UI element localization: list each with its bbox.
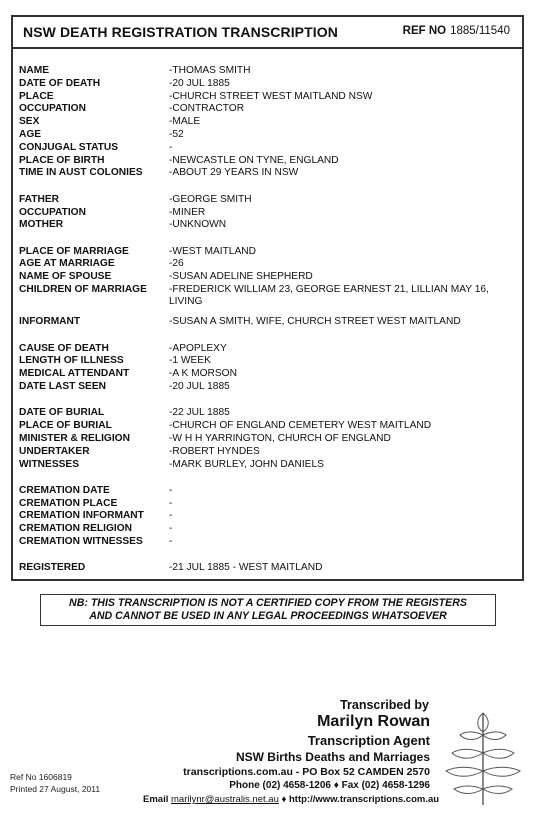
field-value: - [169, 497, 173, 509]
field-label: NAME OF SPOUSE [19, 271, 112, 283]
field-label: DATE OF BURIAL [19, 407, 105, 419]
field-value: -26 [169, 258, 184, 270]
field-value: - [169, 484, 173, 496]
field-value: -NEWCASTLE ON TYNE, ENGLAND [169, 154, 339, 166]
header [13, 17, 522, 49]
field-label: PLACE OF MARRIAGE [19, 245, 129, 257]
field-value: -CHURCH STREET WEST MAITLAND NSW [169, 90, 373, 102]
field-label: CHILDREN OF MARRIAGE [19, 284, 147, 295]
leaf-branch-icon [438, 705, 528, 807]
field-value: -SUSAN A SMITH, WIFE, CHURCH STREET WEST MAITLAND [169, 316, 461, 328]
field-value: - [169, 510, 173, 522]
field-label: CONJUGAL STATUS [19, 141, 119, 153]
field-label: TIME IN AUST COLONIES [19, 167, 143, 179]
field-label: REGISTERED [19, 562, 86, 574]
field-value-continued: LIVING [169, 296, 203, 307]
agent-organisation: NSW Births Deaths and Marriages [235, 750, 430, 764]
field-value: -CONTRACTOR [169, 103, 245, 115]
field-value: -UNKNOWN [169, 219, 227, 231]
field-label: AGE [19, 129, 42, 140]
field-label: LENGTH OF ILLNESS [19, 355, 124, 367]
website-link[interactable]: ♦ http://www.transcriptions.com.au [281, 794, 440, 805]
agent-phone: Phone (02) 4658-1206 ♦ Fax (02) 4658-1296 [229, 780, 430, 791]
field-label: INFORMANT [19, 316, 81, 328]
field-label: PLACE [19, 90, 54, 102]
field-value: -22 JUL 1885 [169, 407, 230, 419]
field-label: CREMATION PLACE [19, 497, 118, 509]
field-label: DATE OF DEATH [19, 77, 101, 89]
agent-address: transcriptions.com.au - PO Box 52 CAMDEN 2570 [183, 766, 430, 778]
field-value: -20 JUL 1885 [169, 381, 230, 392]
contact-line [143, 794, 439, 805]
field-label: AGE AT MARRIAGE [19, 258, 115, 270]
transcribed-by: Transcribed by [340, 698, 429, 712]
field-value: -APOPLEXY [169, 342, 227, 354]
field-label: SEX [19, 116, 40, 128]
field-label: FATHER [19, 193, 59, 205]
field-value: -ROBERT HYNDES [169, 445, 260, 457]
disclaimer-line-1: NB: THIS TRANSCRIPTION IS NOT A CERTIFIED COPY FROM THE REGISTERS [69, 597, 467, 609]
field-value: -SUSAN ADELINE SHEPHERD [169, 271, 313, 283]
field-value: -MARK BURLEY, JOHN DANIELS [169, 458, 324, 470]
ref-value: 1885/11540 [450, 25, 510, 37]
agent-name: Marilyn Rowan [317, 713, 430, 730]
disclaimer-line-2: AND CANNOT BE USED IN ANY LEGAL PROCEEDINGS WHATSOEVER [89, 610, 447, 622]
field-value: -1 WEEK [169, 355, 211, 367]
field-value: -20 JUL 1885 [169, 77, 230, 89]
field-label: UNDERTAKER [19, 445, 90, 457]
field-value: -CHURCH OF ENGLAND CEMETERY WEST MAITLAND [169, 420, 432, 432]
agent-role: Transcription Agent [307, 733, 430, 748]
field-value: - [169, 523, 173, 535]
field-label: OCCUPATION [19, 206, 86, 218]
field-label: CREMATION INFORMANT [19, 510, 144, 522]
field-label: MEDICAL ATTENDANT [19, 368, 130, 380]
field-value: -ABOUT 29 YEARS IN NSW [169, 167, 299, 179]
field-label: CAUSE OF DEATH [19, 342, 109, 354]
field-value: -MALE [169, 116, 201, 128]
field-label: CREMATION DATE [19, 484, 110, 496]
field-label: PLACE OF BIRTH [19, 154, 105, 166]
disclaimer-notice [40, 594, 496, 626]
ref-label: REF NO [402, 25, 447, 37]
field-label: PLACE OF BURIAL [19, 420, 112, 432]
field-label: CREMATION WITNESSES [19, 536, 143, 547]
field-value: -THOMAS SMITH [169, 65, 251, 76]
field-label: DATE LAST SEEN [19, 381, 106, 392]
email-link[interactable]: marilynr@australis.net.au [171, 794, 279, 805]
field-label: NAME [19, 65, 49, 76]
footer-printed-date: Printed 27 August, 2011 [10, 784, 101, 794]
field-label: WITNESSES [19, 458, 80, 470]
field-value: -FREDERICK WILLIAM 23, GEORGE EARNEST 21, LILLIAN MAY 16, [169, 284, 489, 295]
field-value: -GEORGE SMITH [169, 193, 252, 205]
field-label: MOTHER [19, 219, 64, 231]
field-value: -21 JUL 1885 - WEST MAITLAND [169, 562, 323, 574]
field-value: -52 [169, 129, 184, 140]
page-title: NSW DEATH REGISTRATION TRANSCRIPTION [23, 24, 338, 40]
reference-number [403, 25, 510, 37]
field-label: CREMATION RELIGION [19, 523, 133, 535]
field-value: - [169, 536, 173, 547]
field-label: MINISTER & RELIGION [19, 432, 130, 444]
footer-ref-number: Ref No 1606819 [10, 772, 72, 782]
field-value: -W H H YARRINGTON, CHURCH OF ENGLAND [169, 432, 391, 444]
field-value: -WEST MAITLAND [169, 245, 256, 257]
transcription-frame [11, 15, 524, 581]
email-label: Email [143, 794, 169, 805]
field-label: OCCUPATION [19, 103, 86, 115]
field-value: -MINER [169, 206, 206, 218]
field-value: -A K MORSON [169, 368, 237, 380]
field-value: - [169, 141, 173, 153]
